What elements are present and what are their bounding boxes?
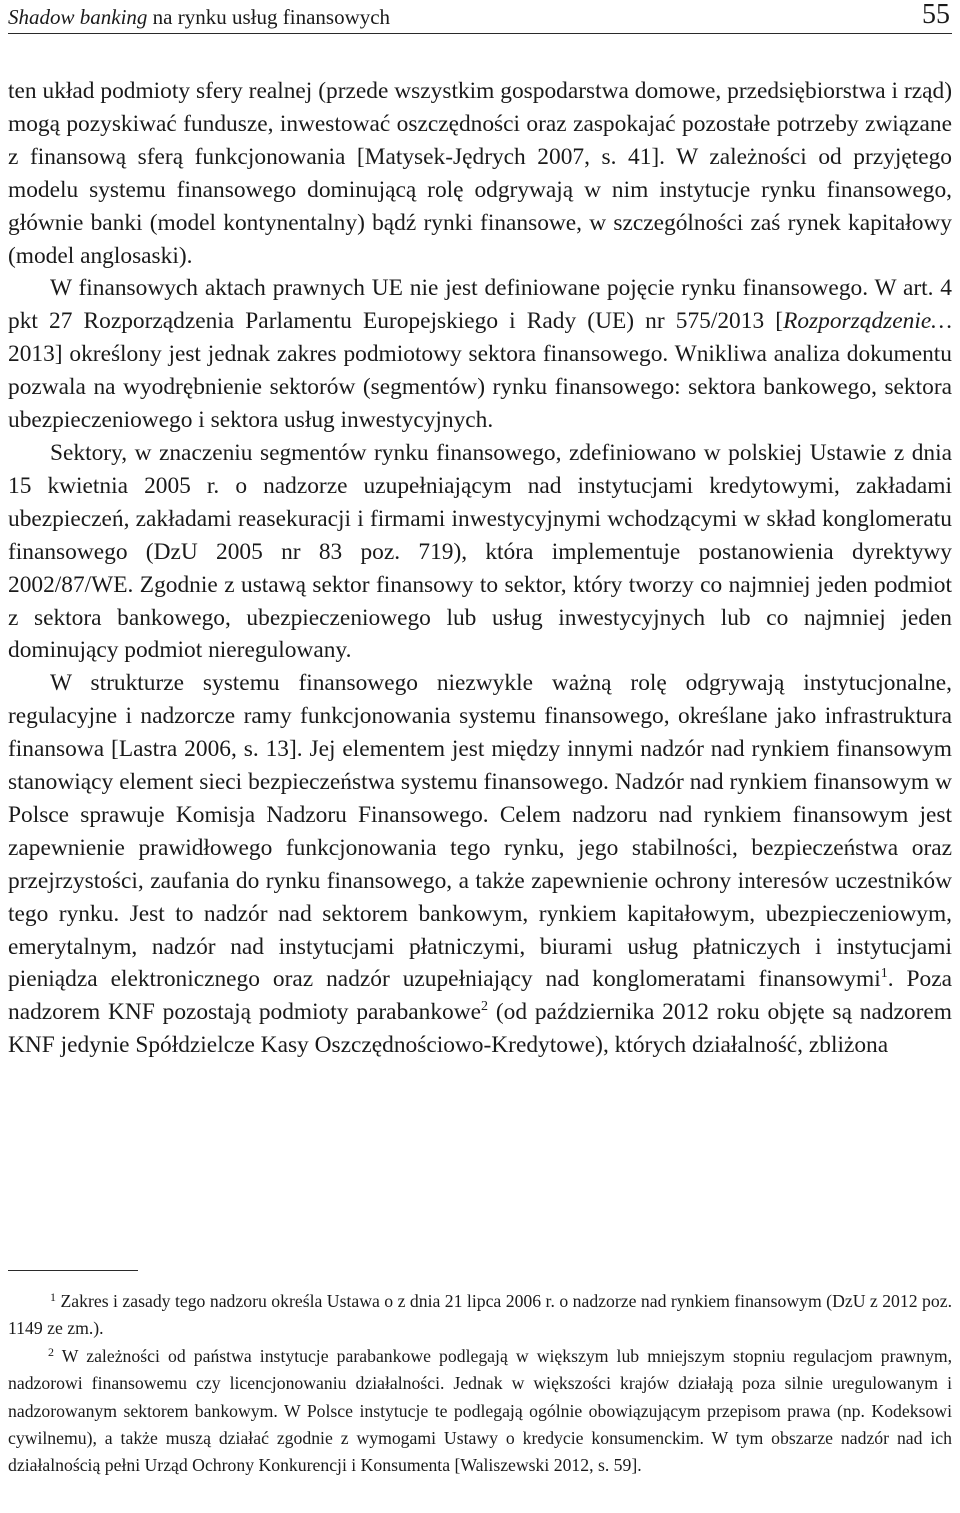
paragraph-2-text-b: 2013] określony jest jednak zakres podmiotowy sektora finansowego. Wnikliwa analiza dokumentu pozwala na wyodrębnienie sektorów (segmentów) rynku finansowego: sektora bankowego, sektora ubezpieczeniowego i sektora usług inwestycyjnych. [8, 341, 952, 434]
paragraph-2-text-a: W finansowych aktach prawnych UE nie jest definiowane pojęcie rynku finansowego. W art. 4 pkt 27 Rozporządzenia Parlamentu Europejskiego i Rady (UE) nr 575/2013 [ [8, 275, 952, 335]
footnote-divider [8, 1270, 138, 1271]
page-number: 55 [922, 0, 950, 30]
paragraph-2 [8, 272, 952, 437]
footnote-1-text: Zakres i zasady tego nadzoru określa Ustawa o z dnia 21 lipca 2006 r. o nadzorze nad rynkiem finansowym (DzU z 2012 poz. 1149 ze zm.). [8, 1291, 952, 1339]
footnote-2-text: W zależności od państwa instytucje parabankowe podlegają w większym lub mniejszym stopniu regulacjom prawnym, nadzorowi finansowemu czy licencjonowaniu działalności. Jednak w większości krajów działają poza silnie uregulowanym i nadzorowanym sektorem bankowym. W Polsce instytucje te podlegają ogólnie obowiązującym przepisom prawa (np. Kodeksowi cywilnemu), a także muszą działać zgodnie z wymogami Ustawy o kredycie konsumenckim. W tym obszarze nadzór nad ich działalnością pełni Urząd Ochrony Konkurencji i Konsumenta [Waliszewski 2012, s. 59]. [8, 1345, 952, 1476]
footnote-1-number: 1 [50, 1290, 56, 1304]
footnote-2 [8, 1343, 952, 1480]
running-head-rest: na rynku usług finansowych [147, 5, 391, 29]
footnote-2-number: 2 [48, 1344, 54, 1359]
footnotes [8, 1288, 952, 1480]
footnote-ref-2[interactable]: 2 [481, 998, 489, 1015]
paragraph-1: ten układ podmioty sfery realnej (przede wszystkim gospodarstwa domowe, przedsiębiorstwa i rząd) mogą pozyskiwać fundusze, inwestować oszczędności oraz zaspokajać pozostałe potrzeby związane z finansową sferą funkcjonowania [Matysek-Jędrych 2007, s. 41]. W zależności od przyjętego modelu systemu finansowego dominującą rolę odgrywają w nim instytucje rynku finansowego, głównie banki (model kontynentalny) bądź rynki finansowe, w szczególności zaś rynek kapitałowy (model anglosaski). [8, 78, 952, 269]
paragraph-4-text-a: W strukturze systemu finansowego niezwykle ważną rolę odgrywają instytucjonalne, regulacyjne i nadzorcze ramy funkcjonowania systemu finansowego, określane jako infrastruktura finansowa [Lastra 2006, s. 13]. Jej elementem jest między innymi nadzór nad rynkiem finansowym stanowiący element sieci bezpieczeństwa systemu finansowego. Nadzór nad rynkiem finansowym w Polsce sprawuje Komisja Nadzoru Finansowego. Celem nadzoru nad rynkiem finansowym jest zapewnienie prawidłowego funkcjonowania tego rynku, jego stabilności, bezpieczeństwa oraz przejrzystości, zaufania do rynku finansowego, a także zapewnienie ochrony interesów uczestników tego rynku. Jest to nadzór nad sektorem bankowym, rynkiem kapitałowym, ubezpieczeniowym, emerytalnym, nadzór nad instytucjami płatniczymi, biurami usług płatniczych i instytucjami pieniądza elektronicznego oraz nadzór uzupełniający nad konglomeratami finansowymi [8, 670, 952, 993]
footnote-ref-1[interactable]: 1 [880, 965, 888, 982]
page-header [8, 0, 952, 34]
footnote-1 [8, 1288, 952, 1343]
body-text [8, 75, 952, 1062]
paragraph-4-text-b: . Poza nadzorem KNF pozostają podmioty parabankowe [8, 966, 952, 1026]
running-head-italic: Shadow banking [8, 5, 148, 29]
paragraph-4 [8, 667, 952, 1062]
paragraph-2-italic: Rozporządzenie… [783, 308, 952, 335]
running-head [8, 5, 390, 29]
paragraph-4-text-c: (od października 2012 roku objęte są nadzorem KNF jedynie Spółdzielcze Kasy Oszczędnościowo-Kredytowe), których działalność, zbliżona [8, 999, 952, 1059]
paragraph-3: Sektory, w znaczeniu segmentów rynku finansowego, zdefiniowano w polskiej Ustawie z dnia 15 kwietnia 2005 r. o nadzorze uzupełniającym nad instytucjami kredytowymi, zakładami ubezpieczeń, zakładami reasekuracji i firmami inwestycyjnymi wchodzącymi w skład konglomeratu finansowego (DzU 2005 nr 83 poz. 719), która implementuje postanowienia dyrektywy 2002/87/WE. Zgodnie z ustawą sektor finansowy to sektor, który tworzy co najmniej jeden podmiot z sektora bankowego, ubezpieczeniowego lub usług inwestycyjnych lub co najmniej jeden dominujący podmiot nieregulowany. [8, 439, 952, 664]
